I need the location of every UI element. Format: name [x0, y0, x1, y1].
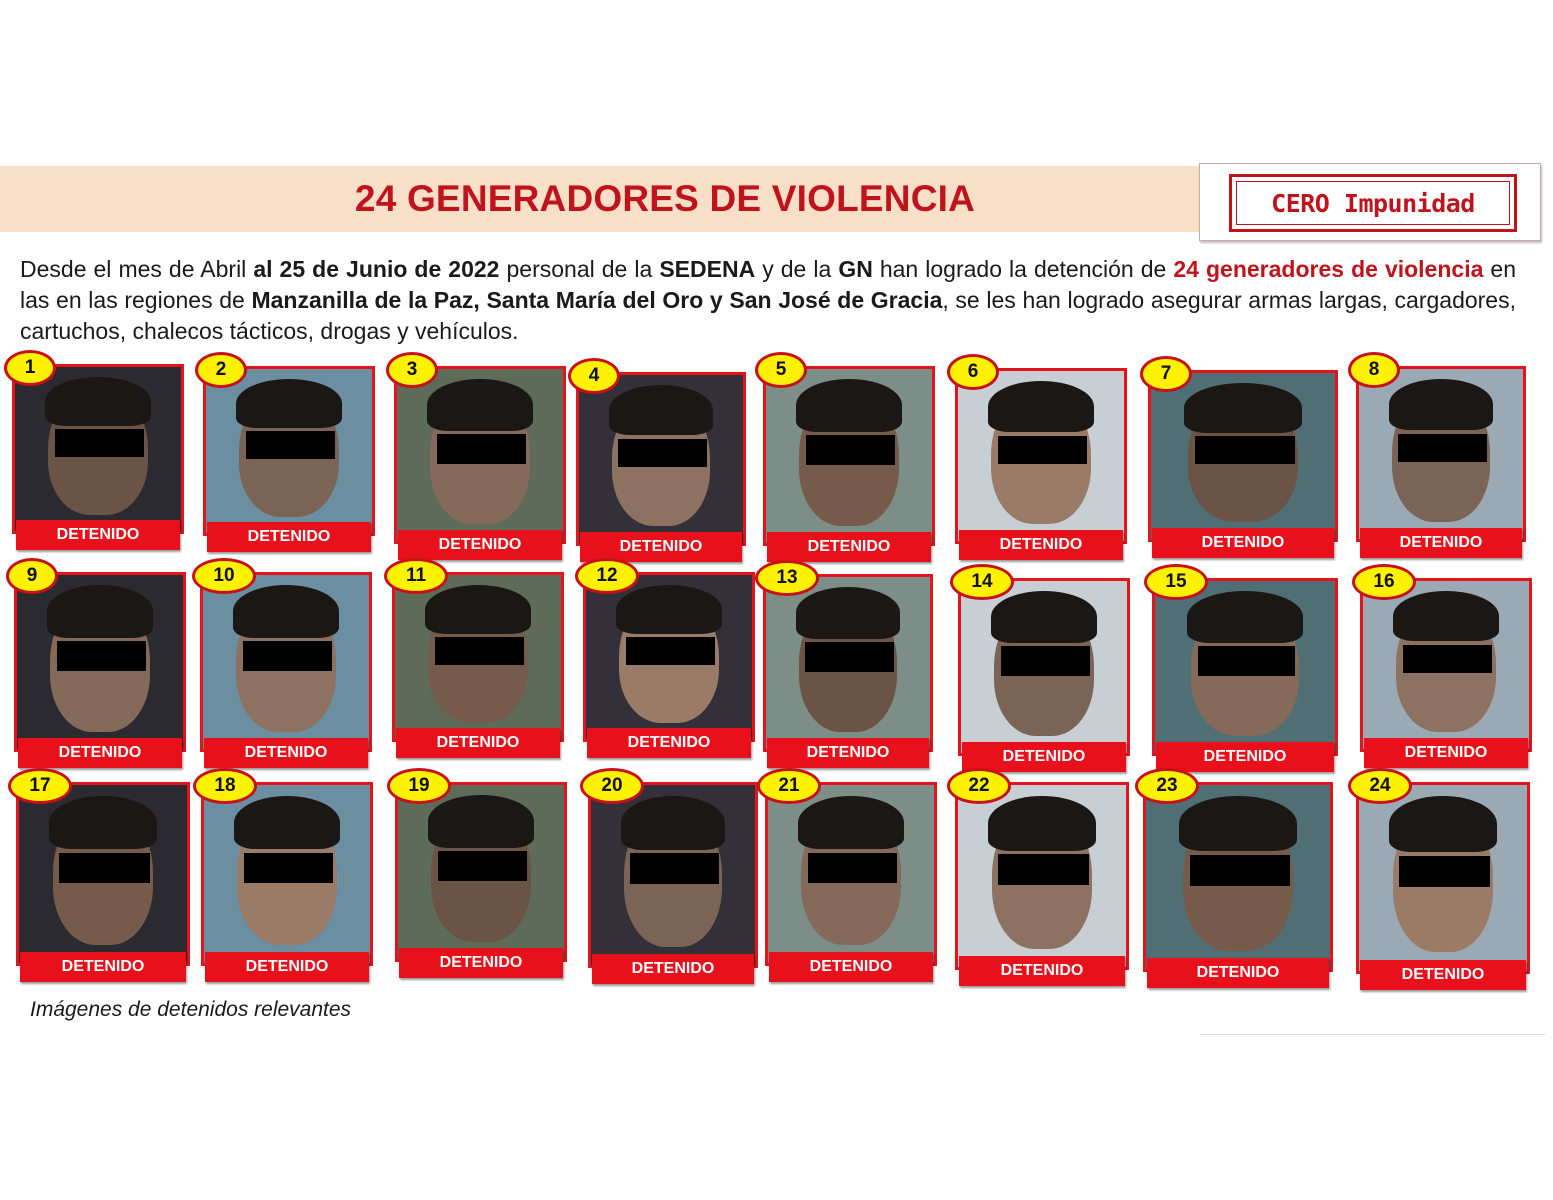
number-badge: 12 — [575, 558, 639, 594]
detainee-photo — [588, 782, 758, 968]
status-label: DETENIDO — [959, 530, 1123, 560]
intro-text: en las en las regiones de — [20, 256, 1517, 313]
censor-bar — [246, 431, 336, 459]
detainee-photo — [392, 572, 564, 742]
number-badge: 4 — [568, 358, 620, 394]
hair-silhouette — [609, 385, 714, 435]
hair-silhouette — [45, 377, 151, 426]
detainee-photo — [1360, 578, 1532, 752]
number-badge: 5 — [755, 352, 807, 388]
hair-silhouette — [621, 796, 726, 850]
detainee-photo — [955, 782, 1129, 970]
intro-text: han logrado la detención de — [872, 256, 1174, 282]
status-label: DETENIDO — [1364, 738, 1528, 768]
detainee-card — [1356, 775, 1530, 990]
censor-bar — [1398, 434, 1487, 463]
hair-silhouette — [988, 796, 1096, 851]
detainee-photo — [394, 366, 566, 544]
detainee-card — [16, 775, 190, 982]
status-label: DETENIDO — [580, 532, 742, 562]
detainee-photo — [1148, 370, 1338, 542]
detainee-card — [763, 359, 935, 562]
censor-bar — [57, 641, 147, 671]
detainee-photo — [12, 364, 184, 534]
censor-bar — [1190, 855, 1289, 886]
status-label: DETENIDO — [767, 738, 929, 768]
hair-silhouette — [1179, 796, 1297, 851]
hair-silhouette — [798, 796, 904, 849]
intro-text: y de la — [755, 256, 839, 282]
censor-bar — [438, 851, 528, 881]
detainee-card — [1148, 363, 1338, 558]
status-label: DETENIDO — [962, 742, 1126, 772]
status-label: DETENIDO — [769, 952, 933, 982]
censor-bar — [626, 637, 716, 665]
status-label: DETENIDO — [1360, 528, 1522, 558]
status-label: DETENIDO — [205, 952, 369, 982]
status-label: DETENIDO — [1152, 528, 1334, 558]
detainee-photo — [1152, 578, 1338, 756]
detainee-photo — [201, 782, 373, 966]
number-badge: 9 — [6, 558, 58, 594]
detainee-photo — [1356, 366, 1526, 542]
number-badge: 17 — [8, 768, 72, 804]
status-label: DETENIDO — [18, 738, 182, 768]
censor-bar — [437, 434, 527, 463]
detainee-photo — [200, 572, 372, 752]
censor-bar — [805, 642, 894, 671]
hair-silhouette — [236, 379, 342, 428]
detainee-card — [583, 565, 755, 758]
detainee-card — [392, 565, 564, 758]
detainee-photo — [765, 782, 937, 966]
detainee-photo — [958, 578, 1130, 756]
divider — [1200, 1034, 1545, 1035]
detainee-photo — [955, 368, 1127, 544]
censor-bar — [55, 429, 145, 457]
censor-bar — [1403, 645, 1493, 674]
detainee-card — [1360, 571, 1532, 768]
status-label: DETENIDO — [204, 738, 368, 768]
number-badge: 6 — [947, 354, 999, 390]
number-badge: 2 — [195, 352, 247, 388]
detainee-card — [955, 775, 1129, 986]
hair-silhouette — [1389, 379, 1494, 430]
detainee-card — [201, 775, 373, 982]
status-label: DETENIDO — [207, 522, 371, 552]
number-badge: 14 — [950, 564, 1014, 600]
intro-paragraph — [20, 254, 1516, 347]
hair-silhouette — [49, 796, 157, 849]
status-label: DETENIDO — [16, 520, 180, 550]
detainee-card — [14, 565, 186, 768]
detainee-card — [958, 571, 1130, 772]
status-label: DETENIDO — [20, 952, 186, 982]
number-badge: 11 — [384, 558, 448, 594]
status-label: DETENIDO — [587, 728, 751, 758]
detainee-card — [763, 567, 933, 768]
intro-regions: Manzanilla de la Paz, Santa María del Oro y San José de Gracia — [251, 287, 943, 313]
censor-bar — [59, 853, 150, 883]
hair-silhouette — [1187, 591, 1302, 643]
detainee-card — [12, 357, 184, 550]
detainee-card — [394, 359, 566, 560]
number-badge: 22 — [947, 768, 1011, 804]
status-label: DETENIDO — [1360, 960, 1526, 990]
detainee-photo — [1356, 782, 1530, 974]
hair-silhouette — [1393, 591, 1499, 641]
intro-text: Desde el mes de Abril — [20, 256, 254, 282]
intro-highlight: 24 generadores de violencia — [1173, 256, 1484, 282]
number-badge: 24 — [1348, 768, 1412, 804]
page-title: 24 GENERADORES DE VIOLENCIA — [354, 178, 976, 219]
hair-silhouette — [427, 379, 533, 431]
number-badge: 21 — [757, 768, 821, 804]
hair-silhouette — [616, 585, 722, 634]
detainee-photo — [583, 572, 755, 742]
intro-sedena: SEDENA — [659, 256, 756, 282]
detainee-card — [1143, 775, 1333, 988]
detainee-card — [955, 361, 1127, 560]
status-label: DETENIDO — [399, 948, 563, 978]
detainee-card — [1356, 359, 1526, 558]
number-badge: 7 — [1140, 356, 1192, 392]
status-label: DETENIDO — [959, 956, 1125, 986]
hair-silhouette — [796, 379, 902, 431]
censor-bar — [808, 853, 898, 883]
hair-silhouette — [988, 381, 1094, 432]
intro-text: personal de la — [499, 256, 660, 282]
censor-bar — [243, 641, 333, 671]
hair-silhouette — [233, 585, 339, 637]
censor-bar — [1198, 646, 1295, 675]
status-label: DETENIDO — [767, 532, 931, 562]
number-badge: 20 — [580, 768, 644, 804]
detainee-card — [1152, 571, 1338, 772]
hair-silhouette — [991, 591, 1097, 643]
number-badge: 8 — [1348, 352, 1400, 388]
censor-bar — [806, 435, 896, 465]
hair-silhouette — [234, 796, 340, 849]
status-label: DETENIDO — [398, 530, 562, 560]
detainee-photo — [763, 574, 933, 752]
censor-bar — [1195, 436, 1294, 464]
detainee-photo — [576, 372, 746, 546]
detainee-photo — [1143, 782, 1333, 972]
title-band — [0, 166, 1200, 232]
hair-silhouette — [1184, 383, 1302, 433]
censor-bar — [1399, 856, 1490, 888]
censor-bar — [998, 436, 1088, 465]
detainee-photo — [203, 366, 375, 536]
intro-gn: GN — [838, 256, 873, 282]
number-badge: 13 — [755, 560, 819, 596]
hair-silhouette — [1389, 796, 1497, 852]
intro-text: , se les han logrado asegurar armas largas, cargadores, cartuchos, chalecos tácticos, drogas y vehículos. — [20, 287, 1516, 344]
detainee-photo — [395, 782, 567, 962]
number-badge: 16 — [1352, 564, 1416, 600]
censor-bar — [435, 637, 525, 665]
number-badge: 3 — [386, 352, 438, 388]
detainee-card — [395, 775, 567, 978]
cero-impunidad-stamp: CERO Impunidad — [1229, 174, 1517, 232]
caption: Imágenes de detenidos relevantes — [30, 998, 352, 1021]
hair-silhouette — [47, 585, 153, 637]
censor-bar — [618, 439, 707, 468]
status-label: DETENIDO — [396, 728, 560, 758]
intro-date: al 25 de Junio de 2022 — [253, 256, 500, 282]
detainee-card — [203, 359, 375, 552]
detainee-card — [200, 565, 372, 768]
detainee-photo — [14, 572, 186, 752]
hair-silhouette — [428, 795, 534, 847]
censor-bar — [244, 853, 334, 883]
detainee-card — [576, 365, 746, 562]
detainee-photo — [763, 366, 935, 546]
detainee-card — [765, 775, 937, 982]
status-label: DETENIDO — [592, 954, 754, 984]
detainee-photo — [16, 782, 190, 966]
number-badge: 18 — [193, 768, 257, 804]
stamp-box — [1199, 163, 1541, 241]
hair-silhouette — [425, 585, 531, 634]
censor-bar — [1001, 646, 1091, 675]
hair-silhouette — [796, 587, 901, 639]
detainee-card — [588, 775, 758, 984]
number-badge: 1 — [4, 350, 56, 386]
censor-bar — [998, 854, 1089, 885]
number-badge: 15 — [1144, 564, 1208, 600]
number-badge: 19 — [387, 768, 451, 804]
censor-bar — [630, 853, 719, 884]
number-badge: 23 — [1135, 768, 1199, 804]
status-label: DETENIDO — [1156, 742, 1334, 772]
number-badge: 10 — [192, 558, 256, 594]
status-label: DETENIDO — [1147, 958, 1329, 988]
